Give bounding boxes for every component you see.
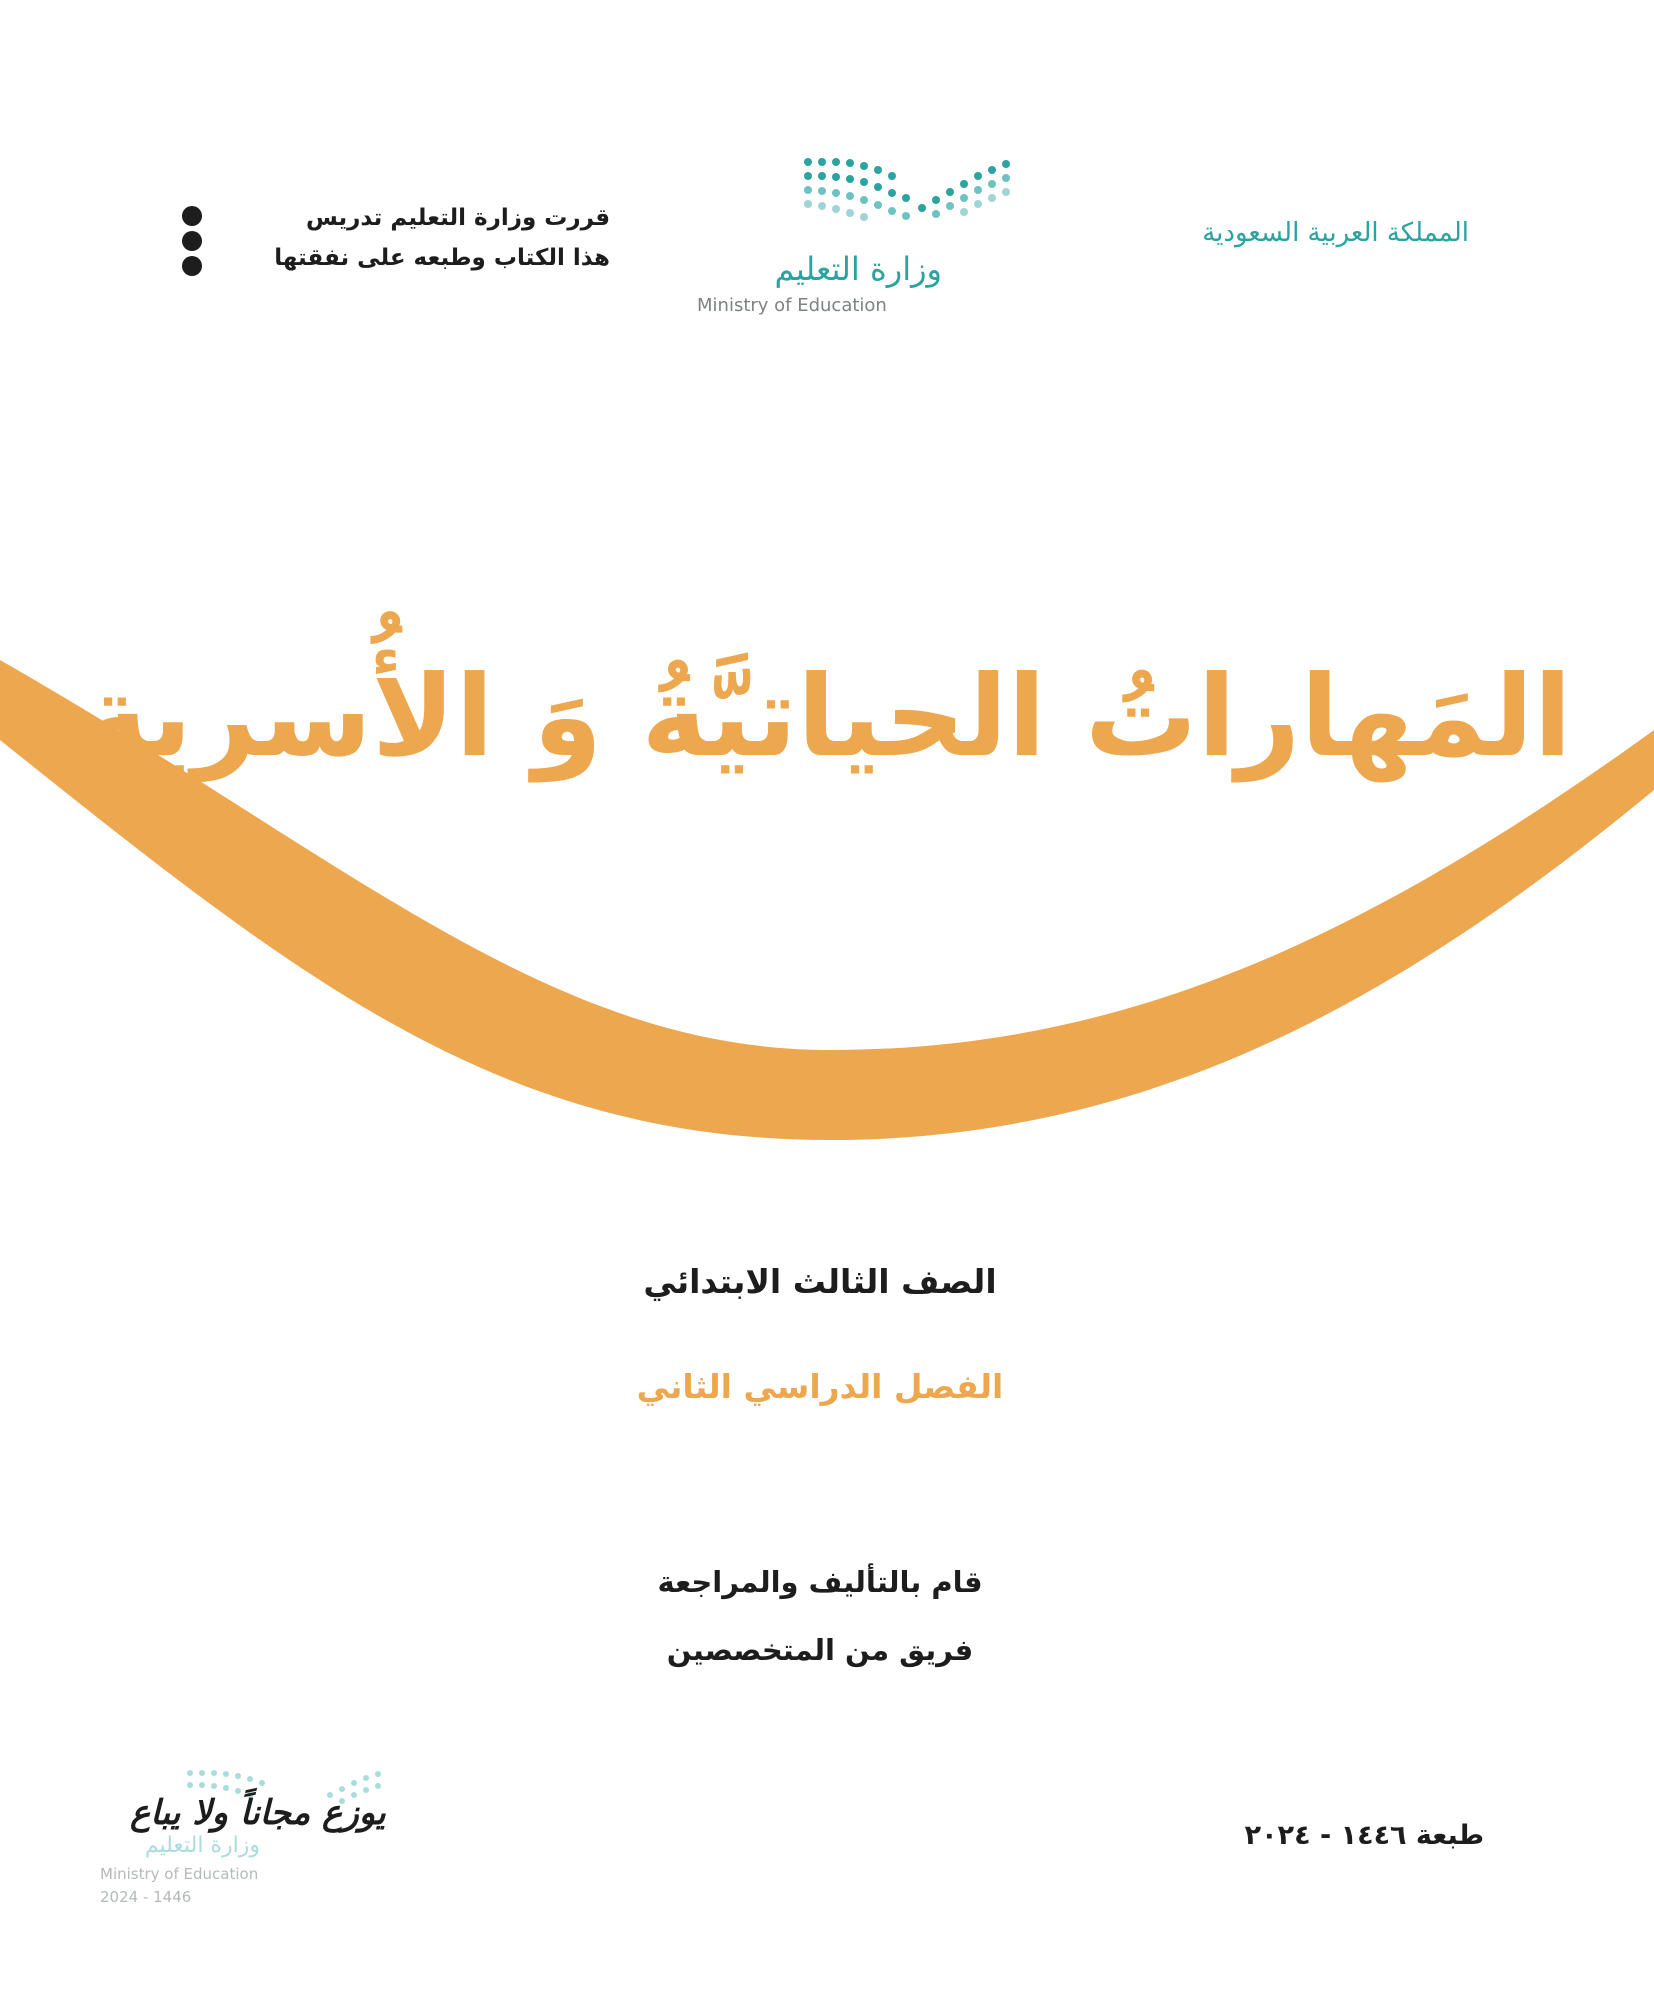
ministry-name-ar: وزارة التعليم	[774, 250, 942, 288]
edition-label: طبعة ١٤٤٦ - ٢٠٢٤	[1244, 1820, 1484, 1851]
stamp-ministry-en: Ministry of Education	[100, 1865, 259, 1883]
black-dot-icon	[182, 231, 202, 251]
approval-text-2: هذا الكتاب وطبعه على نفقتها	[274, 245, 610, 271]
ministry-logo	[682, 150, 1022, 330]
authors-line-1: قام بالتأليف والمراجعة	[657, 1565, 983, 1599]
stamp-years: 2024 - 1446	[100, 1888, 192, 1906]
black-dot-icon	[182, 256, 202, 276]
semester-label: الفصل الدراسي الثاني	[636, 1367, 1004, 1406]
approval-line-1	[170, 198, 610, 238]
dotted-arc-logo-icon	[682, 150, 1022, 250]
approval-line-2	[170, 238, 610, 278]
kingdom-name: المملكة العربية السعودية	[1202, 218, 1469, 248]
stamp-ministry-ar: وزارة التعليم	[144, 1833, 260, 1858]
book-title: المَهاراتُ الحياتيَّةُ وَ الأُسرية	[82, 652, 1572, 782]
black-dot-icon	[182, 206, 202, 226]
grade-label: الصف الثالث الابتدائي	[643, 1262, 997, 1301]
ministry-name-en: Ministry of Education	[697, 295, 887, 316]
authors-line-2: فريق من المتخصصين	[666, 1633, 974, 1667]
approval-statement	[170, 198, 610, 278]
free-distribution-text: يوزع مجاناً ولا يباع	[130, 1793, 386, 1833]
free-distribution-stamp	[100, 1765, 400, 1906]
approval-text-1: قررت وزارة التعليم تدريس	[306, 205, 610, 231]
